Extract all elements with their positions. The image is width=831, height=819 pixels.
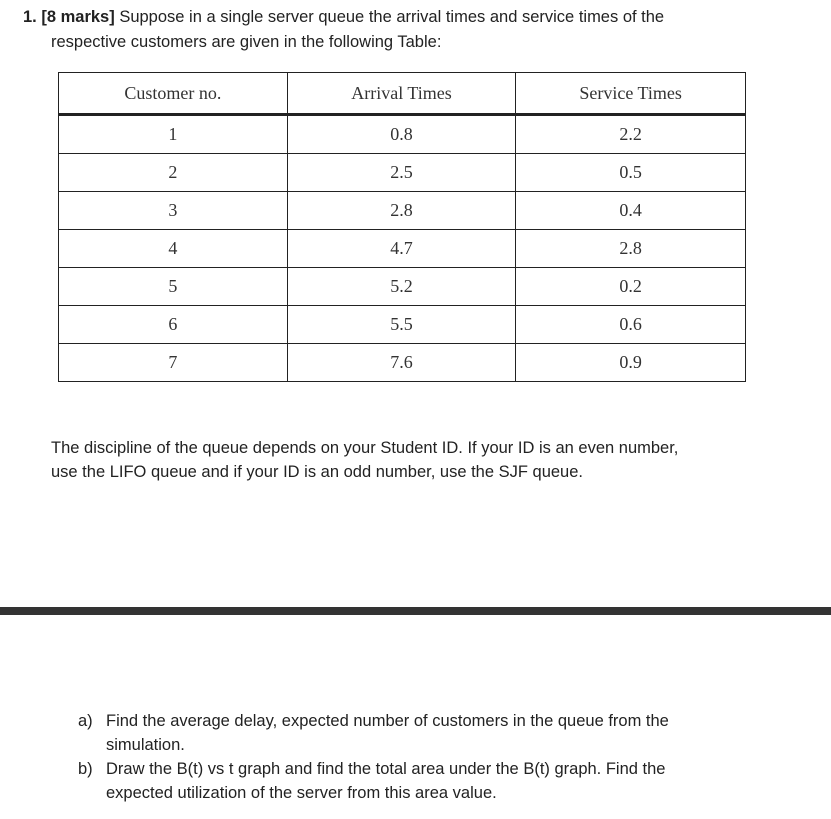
part-b-line-2: expected utilization of the server from this area value.: [106, 784, 497, 802]
part-b-label: b): [78, 760, 93, 778]
arrival-time-cell: 7.6: [287, 344, 516, 382]
customer-no-cell: 3: [59, 192, 288, 230]
arrival-time-cell: 5.5: [287, 306, 516, 344]
header-customer-no: Customer no.: [59, 73, 288, 115]
service-time-cell: 0.2: [516, 268, 746, 306]
service-time-cell: 0.6: [516, 306, 746, 344]
table-row: [59, 192, 746, 230]
table-row: [59, 344, 746, 382]
table-header-row: [59, 73, 746, 115]
part-b-line-1: Draw the B(t) vs t graph and find the total area under the B(t) graph. Find the: [106, 760, 666, 778]
table-row: [59, 268, 746, 306]
discipline-line-1: The discipline of the queue depends on your Student ID. If your ID is an even number,: [51, 439, 679, 457]
header-service-times: Service Times: [516, 73, 746, 115]
table-row: [59, 306, 746, 344]
question-heading-line-1: [23, 6, 664, 28]
question-marks: [8 marks]: [41, 8, 115, 26]
customer-no-cell: 5: [59, 268, 288, 306]
service-time-cell: 2.8: [516, 230, 746, 268]
customer-no-cell: 2: [59, 154, 288, 192]
customer-no-cell: 4: [59, 230, 288, 268]
question-intro-line-2: respective customers are given in the following Table:: [51, 33, 442, 51]
part-a-line-2: simulation.: [106, 736, 185, 754]
arrival-time-cell: 5.2: [287, 268, 516, 306]
discipline-line-2: use the LIFO queue and if your ID is an odd number, use the SJF queue.: [51, 463, 583, 481]
table-row: [59, 230, 746, 268]
service-time-cell: 2.2: [516, 115, 746, 154]
arrival-time-cell: 2.8: [287, 192, 516, 230]
part-a-line-1: Find the average delay, expected number of customers in the queue from the: [106, 712, 669, 730]
service-time-cell: 0.9: [516, 344, 746, 382]
table-row: [59, 115, 746, 154]
customer-no-cell: 6: [59, 306, 288, 344]
service-time-cell: 0.5: [516, 154, 746, 192]
table-row: [59, 154, 746, 192]
question-number: 1.: [23, 8, 37, 26]
header-arrival-times: Arrival Times: [287, 73, 516, 115]
customer-no-cell: 7: [59, 344, 288, 382]
arrival-time-cell: 0.8: [287, 115, 516, 154]
service-time-cell: 0.4: [516, 192, 746, 230]
customer-no-cell: 1: [59, 115, 288, 154]
arrival-service-table: [58, 72, 746, 382]
arrival-time-cell: 4.7: [287, 230, 516, 268]
part-a-label: a): [78, 712, 93, 730]
question-intro-line-1: Suppose in a single server queue the arrival times and service times of the: [114, 8, 665, 26]
section-divider: [0, 607, 831, 615]
arrival-time-cell: 2.5: [287, 154, 516, 192]
